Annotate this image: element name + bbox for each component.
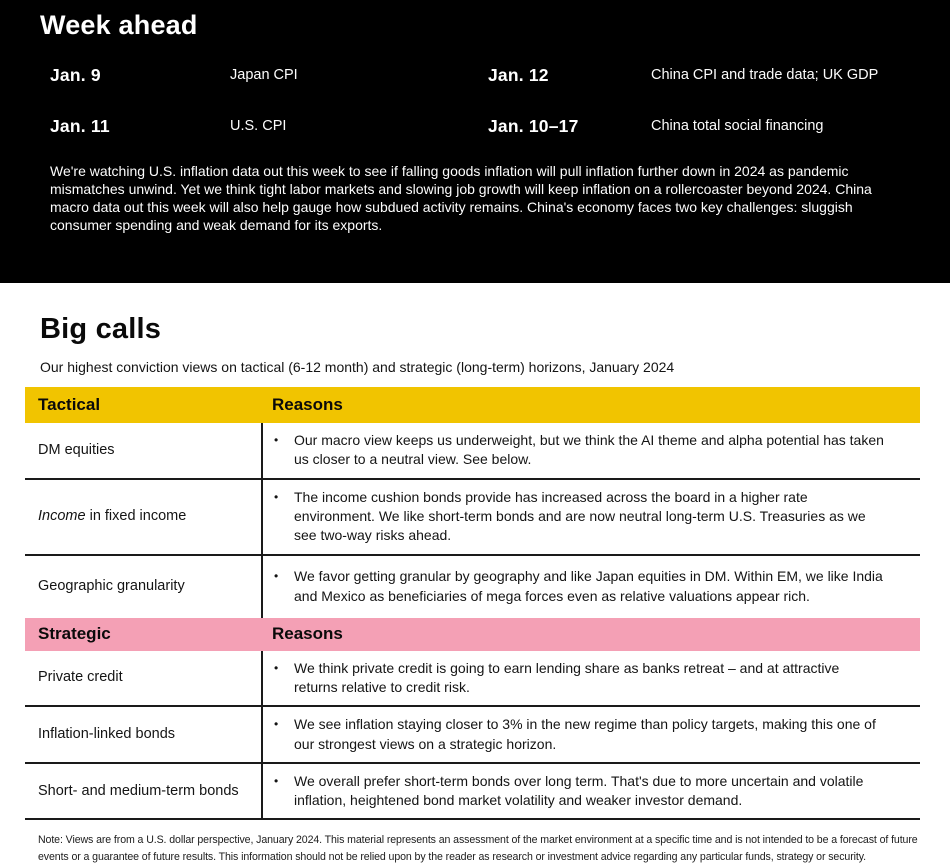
bullet-icon: • [274,433,279,447]
row-label-text: DM equities [38,441,115,458]
row-reason-text: We see inflation staying closer to 3% in the new regime than policy targets, making this one of our strongest views on a strategic horizon. [294,716,876,752]
strategic-header-label: Strategic [38,624,111,644]
calendar-event: China CPI and trade data; UK GDP [651,67,879,83]
week-ahead-commentary: We're watching U.S. inflation data out this week to see if falling goods inflation will pull inflation further down in 2024 as pandemic mismatches unwind. Yet we think tight labor markets and slowing job growth will keep inflation on a rollercoaster beyond 2024. China macro data out this week will also help gauge how subdued activity remains. China's economy faces two key challenges: sluggish consumer spending and weak demand for its exports. [50,163,872,233]
row-label-italic: Income [38,508,86,525]
row-reason-cell [261,423,920,478]
week-ahead-title: Week ahead [40,10,198,40]
row-label-text: Short- and medium-term bonds [38,782,239,799]
calendar-date: Jan. 12 [488,65,549,85]
tactical-header-row [25,387,920,423]
calendar-grid [50,65,950,137]
row-label [25,556,261,618]
week-ahead-section [0,0,950,283]
row-reason-text: The income cushion bonds provide has increased across the board in a higher rate environment. We like short-term bonds and are now neutral long-term U.S. Treasuries as we see two-way risks ahead. [294,488,866,544]
row-label-text: Geographic granularity [38,578,185,595]
table-row [25,423,920,480]
tactical-header-label: Tactical [38,395,101,414]
calendar-date: Jan. 11 [50,116,110,136]
table-row [25,556,920,618]
table-row [25,480,920,556]
bullet-icon: • [274,489,279,504]
row-label [25,423,261,478]
big-calls-subtitle: Our highest conviction views on tactical (6-12 month) and strategic (long-term) horizons, January 2024 [40,359,675,375]
bullet-icon: • [274,773,279,788]
calendar-date: Jan. 10–17 [488,116,579,136]
row-label [25,764,261,819]
row-label-text: Private credit [38,669,123,686]
table-row [25,707,920,764]
row-reason-cell [261,480,920,554]
strategic-header-row [25,618,920,651]
calendar-event: U.S. CPI [230,118,287,134]
calendar-date: Jan. 9 [50,65,101,85]
table-row [25,651,920,708]
calendar-event: Japan CPI [230,67,298,83]
big-calls-section [0,283,950,865]
big-calls-title: Big calls [40,313,162,345]
row-reason-cell [261,707,920,762]
row-reason-text: Our macro view keeps us underweight, but we think the AI theme and alpha potential has taken us closer to a neutral view. See below. [294,432,884,468]
row-reason-text: We overall prefer short-term bonds over long term. That's due to more uncertain and volatile inflation, heightened bond market volatility and weaker investor demand. [294,772,864,809]
bullet-icon: • [274,717,279,732]
row-reason-cell [261,651,920,706]
strategic-reasons-header: Reasons [272,624,343,644]
bullet-icon: • [274,660,279,675]
footnote-text: Note: Views are from a U.S. dollar perspective, January 2024. This material represents an assessment of the market environment at a specific time and is not intended to be a forecast of future events or a guarantee of future results. This information should not be relied upon by the reader as research or investment advice regarding any particular funds, strategy or security. [38,834,918,863]
big-calls-table [25,387,920,820]
row-label [25,651,261,706]
row-reason-text: We think private credit is going to earn lending share as banks retreat – and at attractive returns relative to credit risk. [294,659,840,695]
row-reason-cell [261,556,920,618]
row-label [25,480,261,554]
row-label-text: Inflation-linked bonds [38,726,176,743]
table-row [25,764,920,821]
tactical-reasons-header: Reasons [272,395,343,414]
row-reason-text: We favor getting granular by geography and like Japan equities in DM. Within EM, we like India and Mexico as beneficiaries of mega forces even as relative valuations appear rich. [294,568,883,604]
row-reason-cell [261,764,920,819]
calendar-event: China total social financing [651,118,824,134]
row-label-text: in fixed income [85,508,187,525]
bullet-icon: • [274,569,279,584]
row-label [25,707,261,762]
